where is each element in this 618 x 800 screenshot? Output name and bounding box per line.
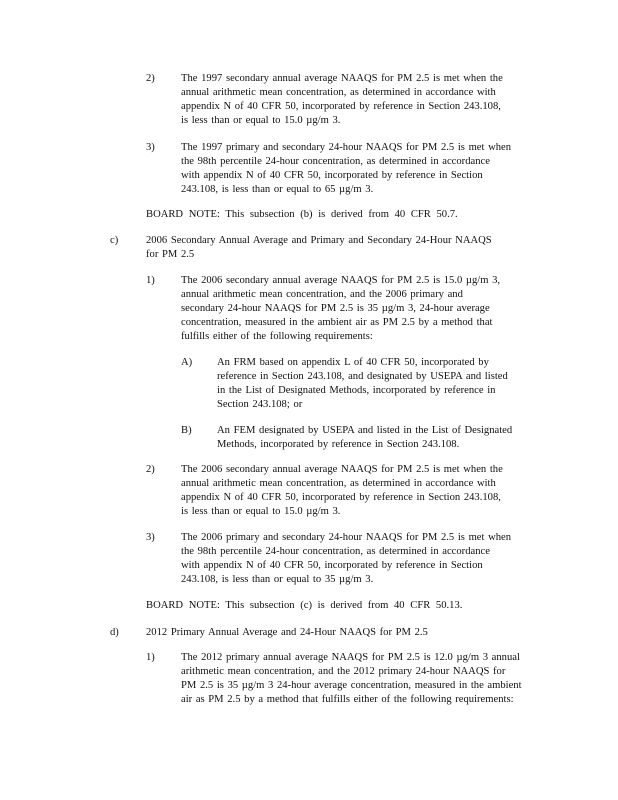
paragraph-text: [181, 651, 536, 707]
text-line: in the List of Designated Methods, incorporated by reference in: [217, 385, 496, 396]
board-note-c: [146, 599, 526, 613]
text-line: An FRM based on appendix L of 40 CFR 50, incorporated by: [217, 357, 489, 368]
paragraph-text: [181, 141, 526, 197]
text-line: the 98th percentile 24-hour concentration, as determined in accordance: [181, 156, 490, 167]
paragraph-text: [181, 72, 526, 128]
text-line: annual arithmetic mean concentration, as determined in accordance with: [181, 478, 496, 489]
paragraph-text: [181, 531, 526, 587]
text-line: PM 2.5 is 35 µg/m 3 24-hour average concentration, measured in the ambient: [181, 680, 522, 691]
subparagraph-letter: A): [181, 357, 193, 368]
text-line: 243.108, is less than or equal to 65 µg/m 3.: [181, 184, 374, 195]
subparagraph-text: [217, 356, 537, 412]
board-note-text: BOARD NOTE: This subsection (c) is derived from 40 CFR 50.13.: [146, 600, 463, 611]
text-line: The 2006 secondary annual average NAAQS for PM 2.5 is met when the: [181, 464, 503, 475]
text-line: The 2012 primary annual average NAAQS for PM 2.5 is 12.0 µg/m 3 annual: [181, 652, 520, 663]
text-line: Methods, incorporated by reference in Section 243.108.: [217, 439, 460, 450]
section-number: d): [110, 627, 119, 638]
paragraph-text: [181, 463, 526, 519]
text-line: The 2006 primary and secondary 24-hour NAAQS for PM 2.5 is met when: [181, 532, 512, 543]
text-line: arithmetic mean concentration, and the 2012 primary 24-hour NAAQS for: [181, 666, 506, 677]
text-line: The 1997 primary and secondary 24-hour NAAQS for PM 2.5 is met when: [181, 142, 512, 153]
paragraph-number: 2): [146, 73, 155, 84]
text-line: Section 243.108; or: [217, 399, 303, 410]
text-line: The 1997 secondary annual average NAAQS for PM 2.5 is met when the: [181, 73, 503, 84]
text-line: the 98th percentile 24-hour concentration, as determined in accordance: [181, 546, 490, 557]
paragraph-number: 1): [146, 652, 155, 663]
subparagraph-text: [217, 424, 537, 452]
text-line: for PM 2.5: [146, 249, 195, 260]
text-line: with appendix N of 40 CFR 50, incorporated by reference in Section: [181, 560, 483, 571]
text-line: 2012 Primary Annual Average and 24-Hour NAAQS for PM 2.5: [146, 627, 428, 638]
text-line: with appendix N of 40 CFR 50, incorporated by reference in Section: [181, 170, 483, 181]
text-line: fulfills either of the following requirements:: [181, 331, 373, 342]
paragraph-number: 2): [146, 464, 155, 475]
paragraph-number: 3): [146, 532, 155, 543]
text-line: secondary 24-hour NAAQS for PM 2.5 is 35 µg/m 3, 24-hour average: [181, 303, 490, 314]
paragraph-number: 1): [146, 275, 155, 286]
paragraph-text: [181, 274, 526, 344]
board-note-b: [146, 208, 526, 222]
subparagraph-letter: B): [181, 425, 192, 436]
board-note-text: BOARD NOTE: This subsection (b) is derived from 40 CFR 50.7.: [146, 209, 458, 220]
section-number: c): [110, 235, 119, 246]
text-line: The 2006 secondary annual average NAAQS for PM 2.5 is 15.0 µg/m 3,: [181, 275, 501, 286]
text-line: appendix N of 40 CFR 50, incorporated by reference in Section 243.108,: [181, 101, 501, 112]
text-line: air as PM 2.5 by a method that fulfills either of the following requirements:: [181, 694, 514, 705]
text-line: appendix N of 40 CFR 50, incorporated by reference in Section 243.108,: [181, 492, 501, 503]
text-line: annual arithmetic mean concentration, as determined in accordance with: [181, 87, 496, 98]
text-line: is less than or equal to 15.0 µg/m 3.: [181, 115, 341, 126]
text-line: 2006 Secondary Annual Average and Primary and Secondary 24-Hour NAAQS: [146, 235, 492, 246]
paragraph-number: 3): [146, 142, 155, 153]
text-line: An FEM designated by USEPA and listed in the List of Designated: [217, 425, 513, 436]
text-line: is less than or equal to 15.0 µg/m 3.: [181, 506, 341, 517]
text-line: annual arithmetic mean concentration, and the 2006 primary and: [181, 289, 463, 300]
text-line: concentration, measured in the ambient air as PM 2.5 by a method that: [181, 317, 493, 328]
section-title: [146, 234, 526, 262]
text-line: 243.108, is less than or equal to 35 µg/m 3.: [181, 574, 374, 585]
text-line: reference in Section 243.108, and designated by USEPA and listed: [217, 371, 508, 382]
section-title: [146, 626, 526, 640]
